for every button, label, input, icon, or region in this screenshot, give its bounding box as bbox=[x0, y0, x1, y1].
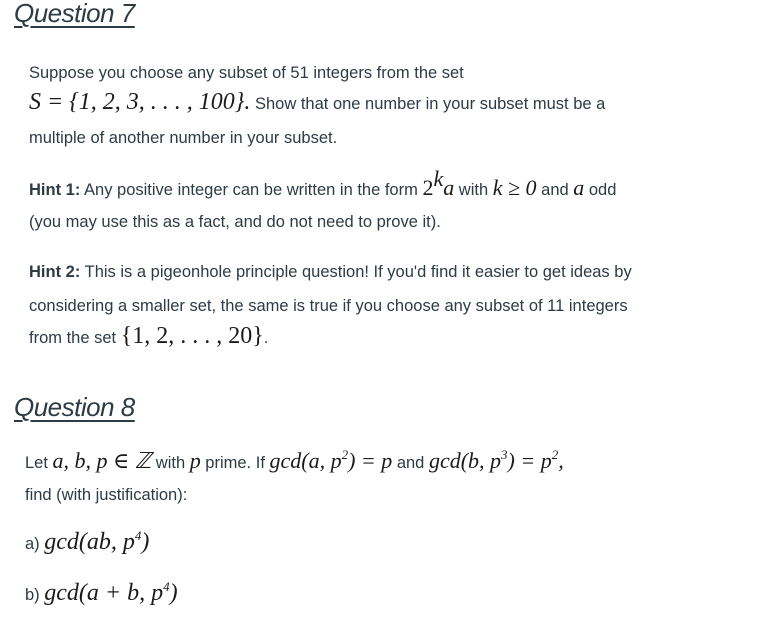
gcd-a-condition-start: gcd(a, p bbox=[269, 448, 342, 473]
gcd-b-condition-start: gcd(b, p bbox=[428, 448, 502, 473]
part-a-expression-start: gcd(ab, p bbox=[44, 529, 135, 555]
question-7-title: Question 7 bbox=[14, 0, 135, 28]
part-b-label: b) bbox=[25, 586, 45, 604]
hint1-form-exp: k bbox=[433, 166, 444, 191]
gcd-a-condition-end: ) = p bbox=[348, 448, 393, 473]
part-a-expression bbox=[44, 529, 149, 555]
exp-2-rhs: 2 bbox=[551, 447, 559, 462]
hint1-text-a: Any positive integer can be written in the form bbox=[80, 181, 423, 199]
q7-hint2-line2: considering a smaller set, the same is true if you choose any subset of 11 integers bbox=[29, 297, 628, 315]
hint1-form-var: a bbox=[443, 175, 455, 200]
hint1-condition: k ≥ 0 bbox=[492, 175, 537, 200]
part-b-expression bbox=[44, 580, 177, 606]
hint1-label: Hint 1: bbox=[29, 181, 81, 199]
gcd-b-condition-end: ) = p bbox=[507, 448, 552, 473]
hint2-line3-text: from the set bbox=[29, 329, 121, 347]
q7-intro-line2 bbox=[29, 89, 606, 115]
q7-hint1-line1 bbox=[29, 166, 617, 200]
gcd-a-condition bbox=[269, 448, 392, 473]
q8-find-line: find (with justification): bbox=[25, 486, 188, 504]
set-S-expression: S = {1, 2, 3, . . . , 100}. bbox=[29, 89, 251, 115]
q8-p: p bbox=[189, 448, 201, 473]
q8-part-b bbox=[25, 579, 178, 606]
hint1-text-d: odd bbox=[584, 181, 617, 199]
exp-4-b: 4 bbox=[163, 579, 170, 594]
exp-2: 2 bbox=[341, 447, 349, 462]
q7-intro-line2-text: Show that one number in your subset must be a bbox=[250, 95, 606, 113]
q8-condition-line bbox=[25, 447, 564, 473]
part-a-label: a) bbox=[25, 535, 45, 553]
hint1-form-base: 2 bbox=[422, 175, 434, 200]
q8-part-a bbox=[25, 528, 150, 555]
q8-with: with bbox=[151, 454, 190, 472]
q8-prime-if: prime. If bbox=[200, 454, 270, 472]
q7-hint2-line1 bbox=[29, 262, 632, 282]
q8-and: and bbox=[392, 454, 429, 472]
exp-4-a: 4 bbox=[134, 528, 142, 543]
hint2-period: . bbox=[263, 329, 269, 347]
hint2-line1-text: This is a pigeonhole principle question! If you'd find it easier to get ideas by bbox=[80, 263, 632, 281]
question-8-title: Question 8 bbox=[14, 392, 135, 422]
hint1-text-c: and bbox=[536, 181, 574, 199]
hint2-label: Hint 2: bbox=[29, 263, 81, 281]
q8-let: Let bbox=[25, 454, 53, 472]
q7-intro-line1: Suppose you choose any subset of 51 integers from the set bbox=[29, 64, 464, 82]
part-b-expression-start: gcd(a + b, p bbox=[44, 580, 164, 606]
hint1-text-b: with bbox=[454, 181, 493, 199]
q8-variables: a, b, p ∈ ℤ bbox=[52, 448, 152, 473]
q7-hint1-line2: (you may use this as a fact, and do not need to prove it). bbox=[29, 213, 441, 231]
hint1-var-a: a bbox=[573, 175, 585, 200]
gcd-b-condition bbox=[429, 448, 564, 473]
exp-3: 3 bbox=[501, 447, 508, 462]
q7-hint2-line3 bbox=[29, 323, 269, 349]
part-b-expression-end: ) bbox=[169, 580, 178, 606]
q7-intro-line3: multiple of another number in your subset. bbox=[29, 129, 338, 147]
gcd-b-comma: , bbox=[558, 448, 564, 473]
hint2-set-expression: {1, 2, . . . , 20} bbox=[120, 323, 264, 349]
part-a-expression-end: ) bbox=[141, 529, 150, 555]
